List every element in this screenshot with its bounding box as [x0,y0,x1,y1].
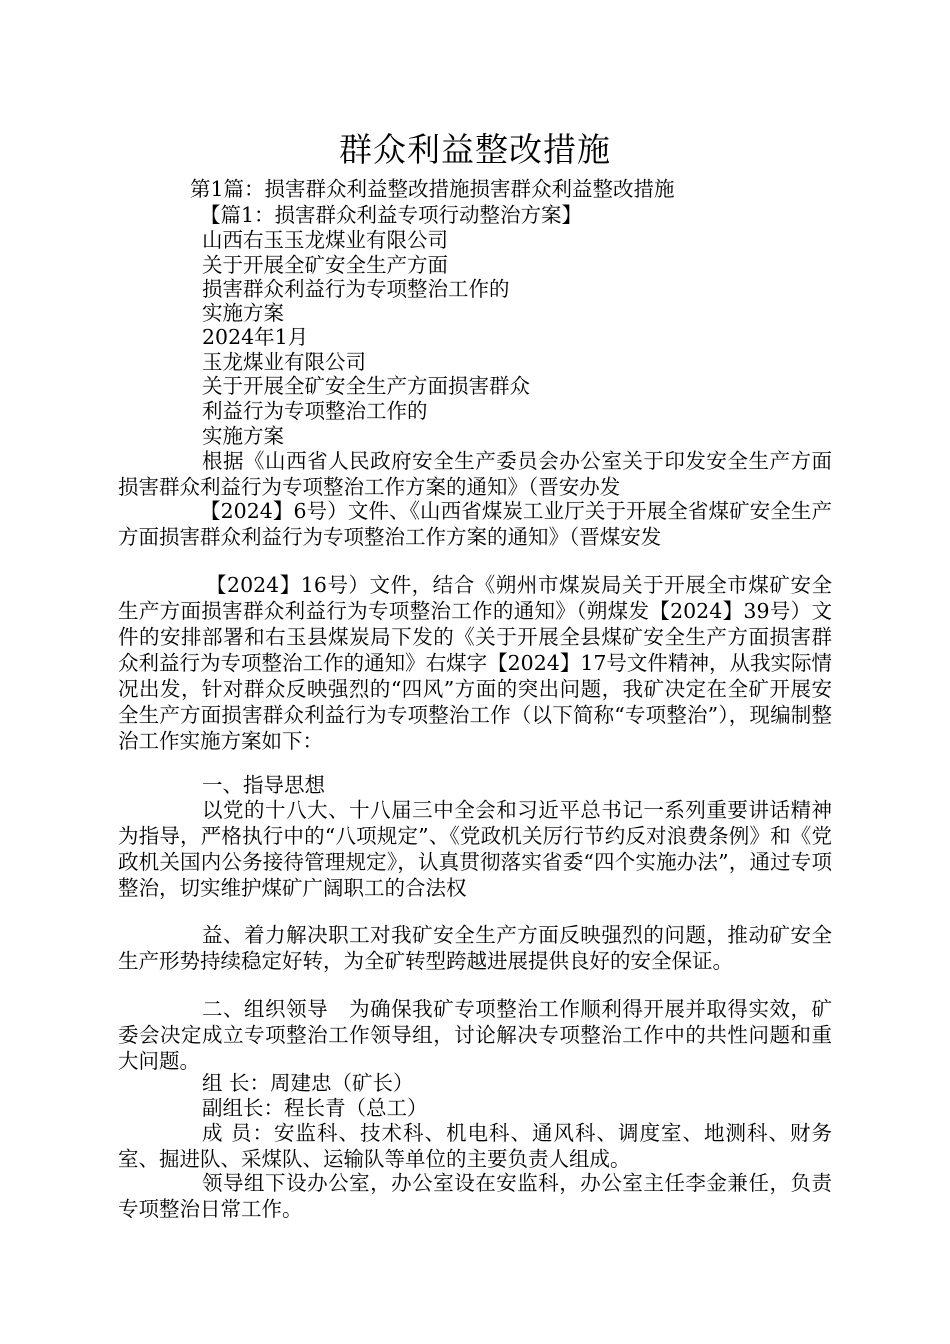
paragraph: 二、组织领导 为确保我矿专项整治工作顺利得开展并取得实效，矿委会决定成立专项整治工作领导组，讨论解决专项整治工作中的共性问题和重大问题。 [118,997,832,1073]
cover-line: 关于开展全矿安全生产方面 [202,253,448,277]
paragraph: 益、着力解决职工对我矿安全生产方面反映强烈的问题，推动矿安全生产形势持续稳定好转，为全矿转型跨越进展提供良好的安全保证。 [118,923,832,973]
cover-line: 实施方案 [202,301,284,325]
cover-line: 玉龙煤业有限公司 [202,350,366,374]
section-heading: 一、指导思想 [202,773,325,797]
document-subtitle: 第1篇：损害群众利益整改措施损害群众利益整改措施 [190,177,675,201]
cover-line: 利益行为专项整治工作的 [202,399,428,423]
paragraph: 以党的十八大、十八届三中全会和习近平总书记一系列重要讲话精神为指导，严格执行中的“八项规定”、《党政机关厉行节约反对浪费条例》和《党政机关国内公务接待管理规定》，认真贯彻落实省委“四个实施办法”，通过专项整治，切实维护煤矿广阔职工的合法权 [118,798,832,900]
office-paragraph: 领导组下设办公室，办公室设在安监科，办公室主任李金兼任，负责专项整治日常工作。 [118,1171,832,1221]
leader-line: 组 长：周建忠（矿长） [202,1071,414,1095]
cover-line: 关于开展全矿安全生产方面损害群众 [202,374,530,398]
paragraph: 根据《山西省人民政府安全生产委员会办公室关于印发安全生产方面损害群众利益行为专项整治工作方案的通知》（晋安办发 [118,449,832,499]
paragraph: 【2024】6号）文件、《山西省煤炭工业厅关于开展全省煤矿安全生产方面损害群众利益行为专项整治工作方案的通知》（晋煤安发 [118,499,832,549]
cover-line: 损害群众利益行为专项整治工作的 [202,277,510,301]
section-header: 【篇1：损害群众利益专项行动整治方案】 [200,203,583,227]
paragraph: 【2024】16号）文件，结合《朔州市煤炭局关于开展全市煤矿安全生产方面损害群众利益行为专项整治工作的通知》（朔煤发【2024】39号）文件的安排部署和右玉县煤炭局下发的《关于开展全县煤矿安全生产方面损害群众利益行为专项整治工作的通知》右煤字【2024】17号文件精神，从我实际情况出发，针对群众反映强烈的“四风”方面的突出问题，我矿决定在全矿开展安全生产方面损害群众利益行为专项整治工作（以下简称“专项整治”），现编制整治工作实施方案如下： [118,573,832,753]
cover-date: 2024年1月 [202,325,309,349]
document-title: 群众利益整改措施 [339,130,611,169]
deputy-line: 副组长：程长青（总工） [202,1096,428,1120]
members-paragraph: 成 员：安监科、技术科、机电科、通风科、调度室、地测科、财务室、掘进队、采煤队、运输队等单位的主要负责人组成。 [118,1121,832,1171]
cover-line: 山西右玉玉龙煤业有限公司 [202,228,448,252]
cover-line: 实施方案 [202,424,284,448]
